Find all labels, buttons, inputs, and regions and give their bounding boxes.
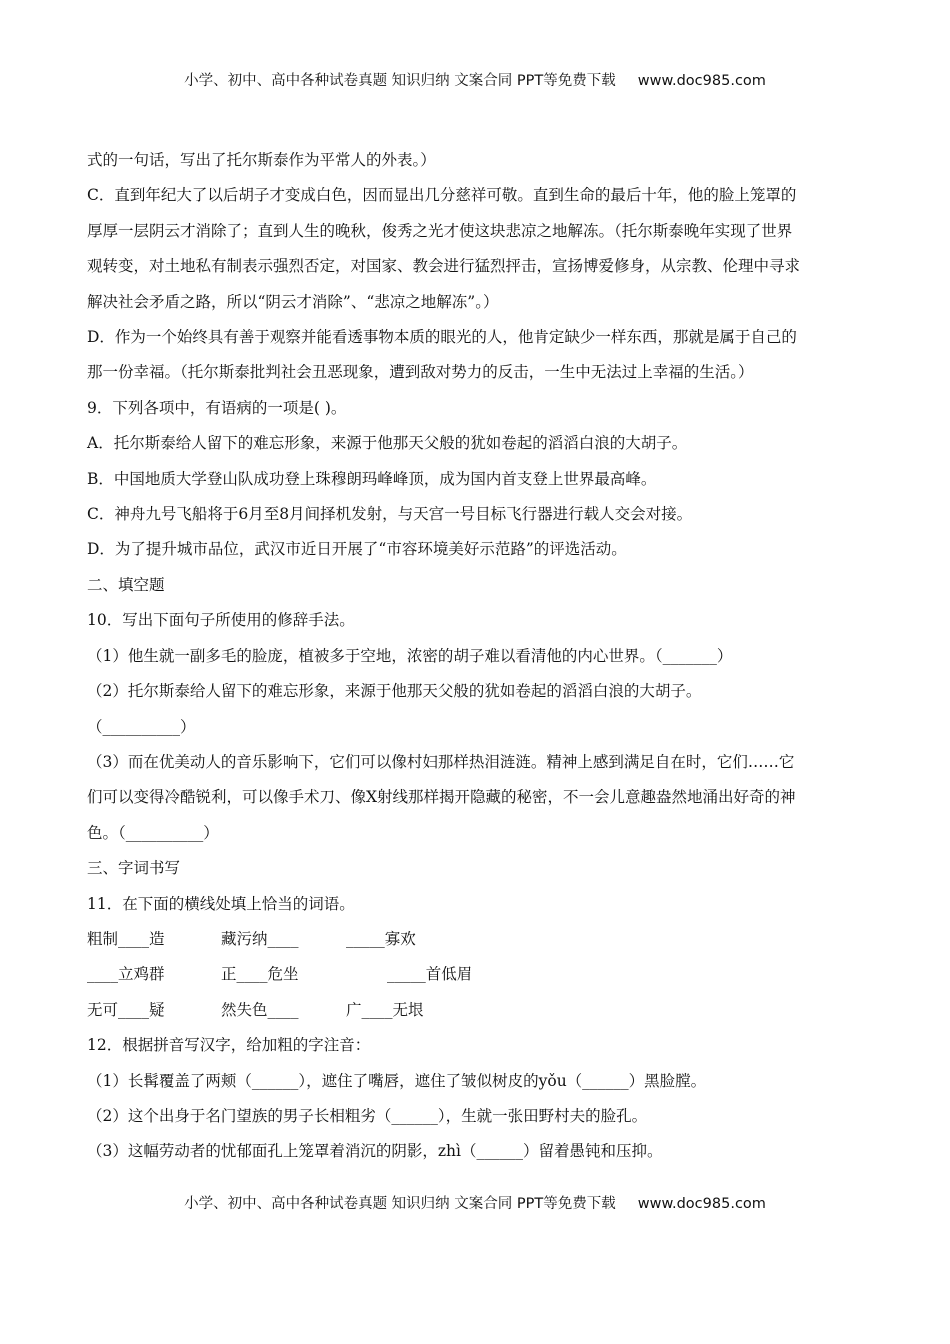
word-row bbox=[87, 993, 862, 1028]
q10-item-3: （3）而在优美动人的音乐影响下，它们可以像村妇那样热泪涟涟。精神上感到满足自在时，它们……它 bbox=[87, 752, 795, 771]
q10-item-1: （1）他生就一副多毛的脸庞，植被多于空地，浓密的胡子难以看清他的内心世界。（_______） bbox=[87, 646, 733, 665]
word-blank: 正____危坐 bbox=[221, 965, 299, 984]
q12-item-3: （3）这幅劳动者的忧郁面孔上笼罩着消沉的阴影，zhì（______）留着愚钝和压抑。 bbox=[87, 1142, 663, 1161]
section-heading-fill-blank: 二、填空题 bbox=[87, 575, 165, 594]
footer-url[interactable]: www.doc985.com bbox=[637, 1196, 766, 1212]
word-blank: 粗制____造 bbox=[87, 929, 165, 948]
option-c-line: C．直到年纪大了以后胡子才变成白色，因而显出几分慈祥可敬。直到生命的最后十年，他的脸上笼罩的 bbox=[87, 186, 797, 205]
q10-item-2-blank: （__________） bbox=[87, 717, 196, 736]
word-blank: _____寡欢 bbox=[346, 929, 416, 948]
text-line: 们可以变得冷酷锐利，可以像手术刀、像X射线那样揭开隐藏的秘密，不一会儿意趣盎然地涌出好奇的神 bbox=[87, 788, 796, 807]
word-blank: 广____无垠 bbox=[346, 1000, 424, 1019]
word-row bbox=[87, 922, 862, 957]
question-9: 9．下列各项中，有语病的一项是( )。 bbox=[87, 398, 347, 417]
header-url[interactable]: www.doc985.com bbox=[637, 73, 766, 89]
q9-option-c: C．神舟九号飞船将于6月至8月间择机发射，与天宫一号目标飞行器进行载人交会对接。 bbox=[87, 505, 693, 524]
word-blank: 无可____疑 bbox=[87, 1000, 165, 1019]
q9-option-d: D．为了提升城市品位，武汉市近日开展了“市容环境美好示范路”的评选活动。 bbox=[87, 540, 627, 559]
text-line: 色。（__________） bbox=[87, 823, 219, 842]
word-blank: ____立鸡群 bbox=[87, 965, 165, 984]
text-line: 观转变，对土地私有制表示强烈否定，对国家、教会进行猛烈抨击，宣扬博爱修身，从宗教、伦理中寻求 bbox=[87, 257, 801, 276]
text-line: 解决社会矛盾之路，所以“阴云才消除”、“悲凉之地解冻”。） bbox=[87, 292, 499, 311]
option-d-line: D．作为一个始终具有善于观察并能看透事物本质的眼光的人，他肯定缺少一样东西，那就是属于自己的 bbox=[87, 328, 797, 347]
text-line: 厚厚一层阴云才消除了；直到人生的晚秋，俊秀之光才使这块悲凉之地解冻。（托尔斯泰晚年实现了世界 bbox=[87, 221, 793, 240]
q10-item-2: （2）托尔斯泰给人留下的难忘形象，来源于他那天父般的犹如卷起的滔滔白浪的大胡子。 bbox=[87, 682, 702, 701]
question-10: 10．写出下面句子所使用的修辞手法。 bbox=[87, 611, 355, 630]
q12-item-1: （1）长髯覆盖了两颊（______），遮住了嘴唇，遮住了皱似树皮的yǒu（______）黑脸膛。 bbox=[87, 1071, 707, 1090]
page-footer bbox=[0, 1192, 950, 1213]
word-row bbox=[87, 957, 862, 992]
question-12: 12．根据拼音写汉字，给加粗的字注音： bbox=[87, 1036, 371, 1055]
word-blank: _____首低眉 bbox=[387, 965, 473, 984]
text-line: 式的一句话，写出了托尔斯泰作为平常人的外表。） bbox=[87, 151, 436, 169]
header-text: 小学、初中、高中各种试卷真题 知识归纳 文案合同 PPT等免费下载 bbox=[184, 73, 616, 89]
text-line: 那一份幸福。（托尔斯泰批判社会丑恶现象，遭到敌对势力的反击，一生中无法过上幸福的生活。） bbox=[87, 363, 754, 382]
page-header bbox=[0, 69, 950, 90]
q9-option-a: A．托尔斯泰给人留下的难忘形象，来源于他那天父般的犹如卷起的滔滔白浪的大胡子。 bbox=[87, 434, 688, 453]
footer-text: 小学、初中、高中各种试卷真题 知识归纳 文案合同 PPT等免费下载 bbox=[184, 1196, 616, 1212]
word-blank: 然失色____ bbox=[221, 1000, 299, 1019]
document-body bbox=[87, 143, 862, 1170]
q12-item-2: （2）这个出身于名门望族的男子长相粗劣（______），生就一张田野村夫的脸孔。 bbox=[87, 1106, 648, 1125]
q9-option-b: B．中国地质大学登山队成功登上珠穆朗玛峰峰顶，成为国内首支登上世界最高峰。 bbox=[87, 469, 657, 488]
section-heading-words: 三、字词书写 bbox=[87, 859, 181, 878]
word-blank: 藏污纳____ bbox=[221, 929, 299, 948]
question-11: 11．在下面的横线处填上恰当的词语。 bbox=[87, 894, 355, 913]
